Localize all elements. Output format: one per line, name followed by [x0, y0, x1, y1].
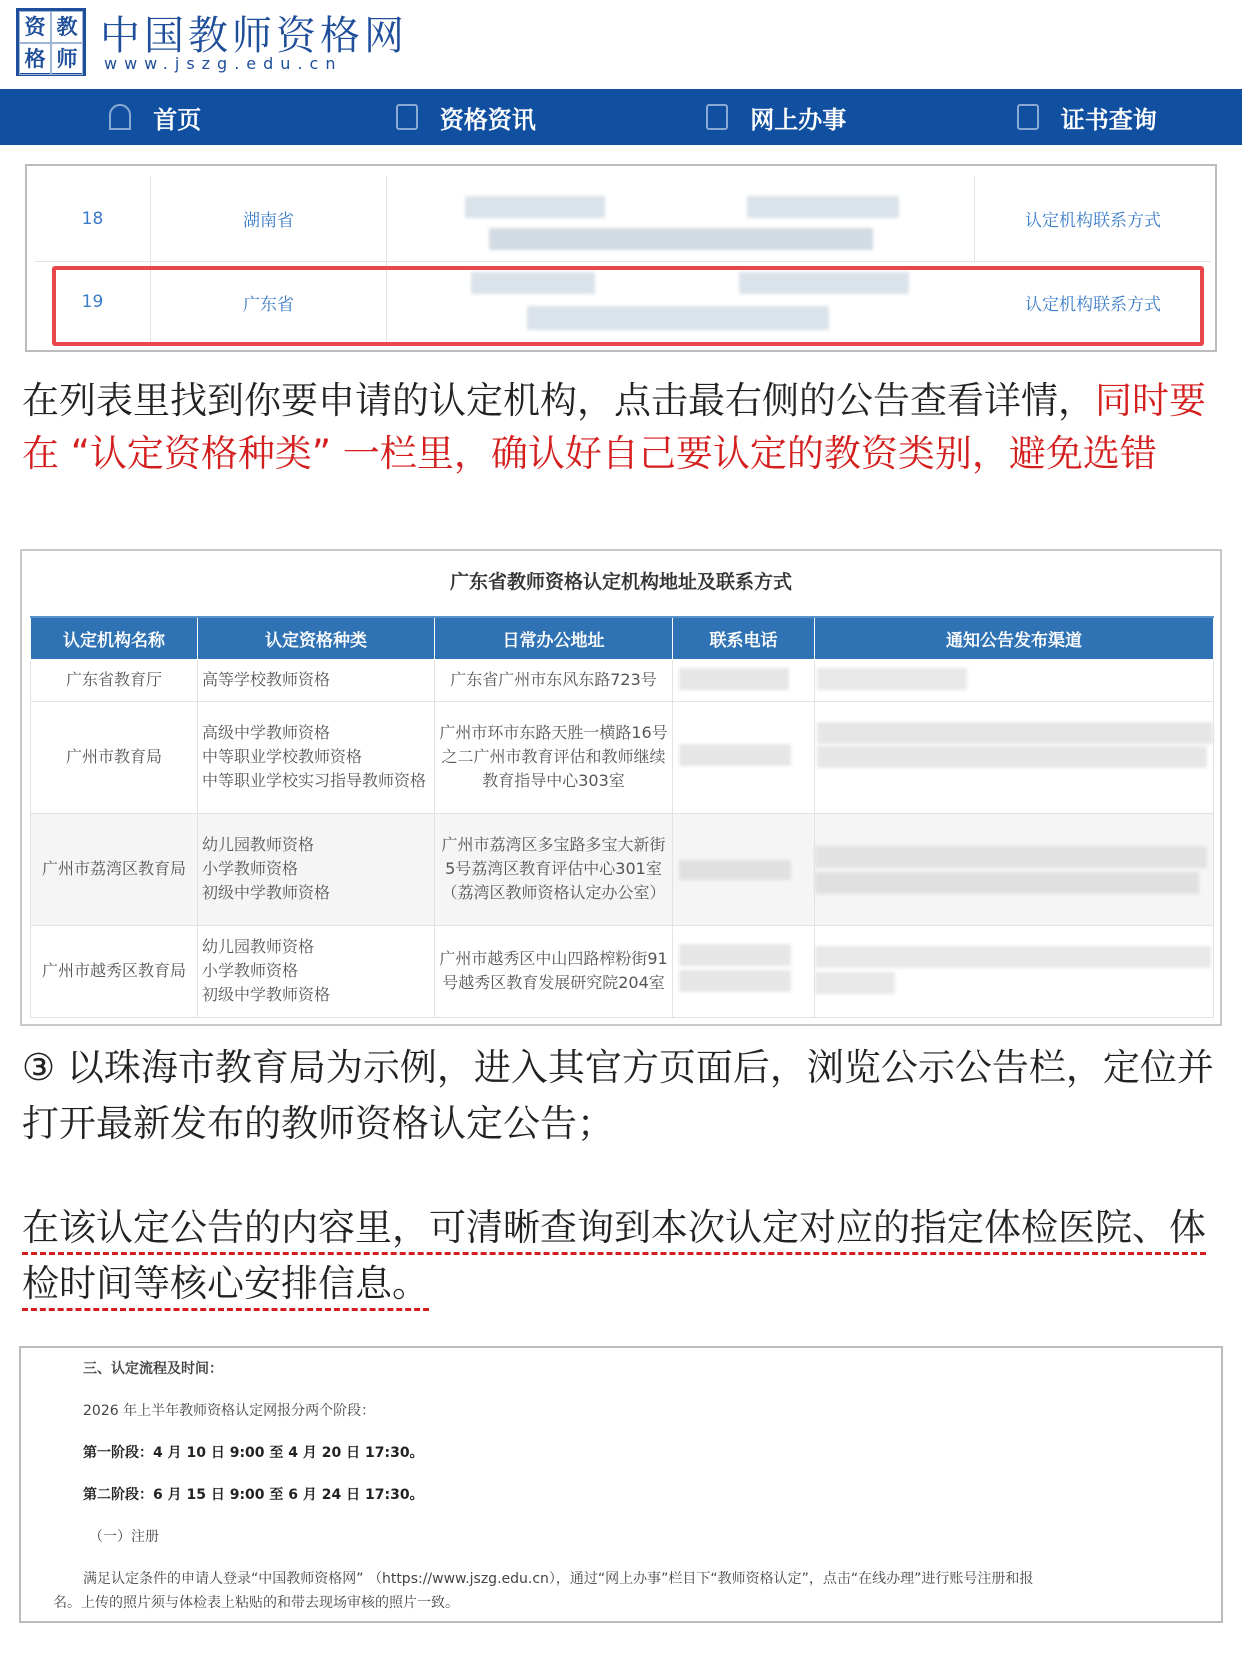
office-address: 广东省广州市东风东路723号	[435, 659, 673, 701]
channel-blurred	[815, 701, 1214, 813]
nav-label: 首页	[153, 105, 202, 134]
province-name: 湖南省	[151, 176, 387, 261]
site-url: www.jszg.edu.cn	[104, 54, 343, 73]
step3-note	[22, 1200, 1222, 1312]
table-title: 广东省教师资格认定机构地址及联系方式	[449, 571, 792, 593]
step3-text: ③ 以珠海市教育局为示例，进入其官方页面后，浏览公示公告栏，定位并打开最新发布的教师资格认定公告；	[22, 1046, 1214, 1145]
home-icon	[109, 104, 131, 130]
notice-intro: 2026 年上半年教师资格认定网报分两个阶段：	[83, 1403, 376, 1419]
notice-body: 名。上传的照片须与体检表上粘贴的和带去现场审核的照片一致。	[53, 1595, 459, 1611]
table-row	[31, 813, 1214, 925]
column-header: 认定机构名称	[31, 617, 198, 659]
notice-body: 满足认定条件的申请人登录“中国教师资格网” （https://www.jszg.edu.cn），通过“网上办事”栏目下“教师资格认定”，点击“在线办理”进行账号注册和报	[83, 1571, 1034, 1587]
province-name: 广东省	[151, 262, 387, 342]
nav-label: 证书查询	[1060, 105, 1157, 134]
phone-blurred	[673, 813, 815, 925]
table-row	[31, 701, 1214, 813]
guangdong-agency-table	[20, 549, 1222, 1026]
column-header: 认定资格种类	[198, 617, 435, 659]
underlined-note: 在该认定公告的内容里，可清晰查询到本次认定对应的指定体检医院、体检时间等核心安排信息。	[22, 1206, 1206, 1305]
logo-char: 教	[51, 11, 83, 43]
qualification-types: 高等学校教师资格	[198, 659, 435, 701]
agency-name: 广州市越秀区教育局	[31, 925, 198, 1017]
news-icon	[396, 104, 418, 130]
nav-label: 资格资讯	[439, 105, 536, 134]
row-number: 18	[35, 176, 151, 261]
instruction-highlight: 同时要在 “认定资格种类” 一栏里，确认好自己要认定的教资类别，避免选错	[22, 379, 1206, 475]
nav-home[interactable]	[0, 100, 311, 135]
table-row	[35, 176, 1211, 262]
agency-name: 广州市教育局	[31, 701, 198, 813]
nav-certificate-query[interactable]	[932, 100, 1242, 135]
notice-subheading: （一）注册	[89, 1529, 159, 1545]
instruction-plain: 在列表里找到你要申请的认定机构，点击最右侧的公告查看详情，	[22, 379, 1095, 422]
phone-blurred	[673, 925, 815, 1017]
table-row	[31, 659, 1214, 701]
channel-blurred	[815, 925, 1214, 1017]
agency-name: 广州市荔湾区教育局	[31, 813, 198, 925]
office-address: 广州市越秀区中山四路榨粉街91号越秀区教育发展研究院204室	[435, 925, 673, 1017]
nav-online-service[interactable]	[621, 100, 932, 135]
phase-2: 第二阶段：6 月 15 日 9:00 至 6 月 24 日 17:30。	[83, 1487, 424, 1503]
logo-char: 师	[51, 43, 83, 75]
column-header: 联系电话	[673, 617, 815, 659]
main-nav	[0, 89, 1242, 145]
office-address: 广州市荔湾区多宝路多宝大新街5号荔湾区教育评估中心301室（荔湾区教师资格认定办公室）	[435, 813, 673, 925]
table-row	[31, 925, 1214, 1017]
contact-link[interactable]: 认定机构联系方式	[1025, 211, 1161, 231]
logo-char: 资	[19, 11, 51, 43]
nav-news[interactable]	[311, 100, 622, 135]
qualification-types: 幼儿园教师资格 小学教师资格 初级中学教师资格	[198, 813, 435, 925]
qualification-types: 高级中学教师资格 中等职业学校教师资格 中等职业学校实习指导教师资格	[198, 701, 435, 813]
column-header: 日常办公地址	[435, 617, 673, 659]
highlight-box	[52, 266, 1204, 346]
channel-blurred	[815, 813, 1214, 925]
office-address: 广州市环市东路天胜一横路16号之二广州市教育评估和教师继续教育指导中心303室	[435, 701, 673, 813]
site-name: 中国教师资格网	[100, 13, 408, 59]
row-number: 19	[35, 262, 151, 342]
agency-name: 广东省教育厅	[31, 659, 198, 701]
channel-blurred	[815, 659, 1214, 701]
column-header: 通知公告发布渠道	[815, 617, 1214, 659]
instruction-text	[22, 374, 1222, 480]
phone-blurred	[673, 659, 815, 701]
phone-blurred	[673, 701, 815, 813]
phase-1: 第一阶段：4 月 10 日 9:00 至 4 月 20 日 17:30。	[83, 1445, 424, 1461]
certificate-search-icon	[1017, 104, 1039, 130]
notice-excerpt	[19, 1346, 1223, 1623]
contact-link[interactable]: 认定机构联系方式	[1025, 294, 1161, 315]
notice-heading: 三、认定流程及时间：	[83, 1361, 223, 1377]
qualification-types: 幼儿园教师资格 小学教师资格 初级中学教师资格	[198, 925, 435, 1017]
document-icon	[706, 104, 728, 130]
logo-char: 格	[19, 43, 51, 75]
site-logo[interactable]	[16, 8, 86, 76]
nav-label: 网上办事	[750, 105, 847, 134]
